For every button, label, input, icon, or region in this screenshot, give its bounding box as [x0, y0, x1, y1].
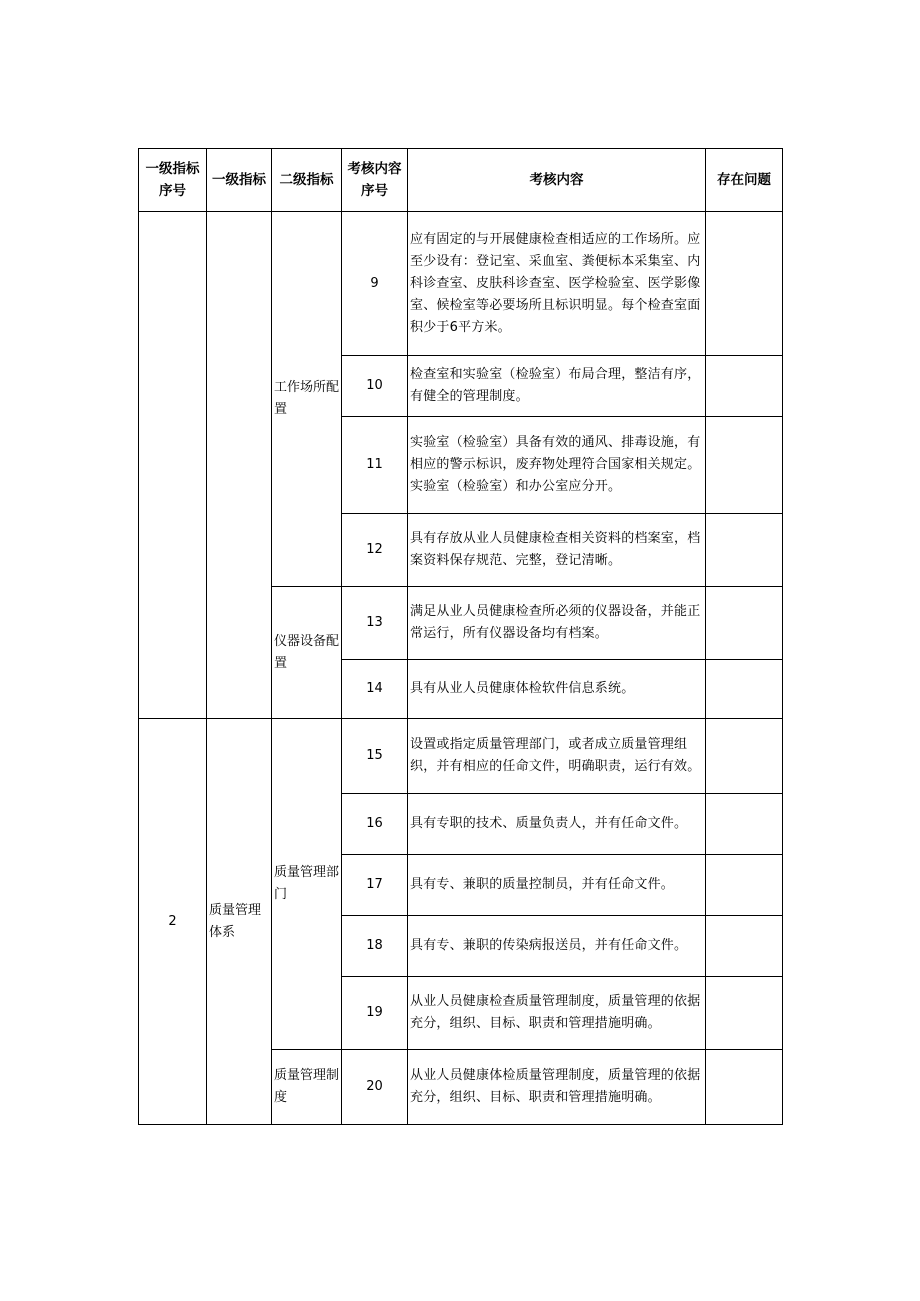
content-index-cell: 19: [342, 977, 408, 1050]
issue-cell[interactable]: [706, 916, 783, 977]
content-cell: 满足从业人员健康检查所必须的仪器设备，并能正常运行，所有仪器设备均有档案。: [408, 587, 706, 660]
issue-cell[interactable]: [706, 587, 783, 660]
assessment-table: [138, 148, 783, 1125]
level2-indicator-cell: 仪器设备配置: [272, 587, 342, 719]
content-cell: 实验室（检验室）具备有效的通风、排毒设施，有相应的警示标识，废弃物处理符合国家相关规定。实验室（检验室）和办公室应分开。: [408, 417, 706, 514]
content-index-cell: 15: [342, 719, 408, 794]
header-level1-index: 一级指标序号: [139, 149, 207, 212]
header-content: 考核内容: [408, 149, 706, 212]
content-index-cell: 13: [342, 587, 408, 660]
content-index-cell: 20: [342, 1050, 408, 1125]
table-header-row: [139, 149, 783, 212]
table-row: [139, 719, 783, 794]
level1-index-cell: [139, 212, 207, 719]
issue-cell[interactable]: [706, 660, 783, 719]
content-index-cell: 18: [342, 916, 408, 977]
content-cell: 应有固定的与开展健康检查相适应的工作场所。应至少设有：登记室、采血室、粪便标本采集室、内科诊查室、皮肤科诊查室、医学检验室、医学影像室、候检室等必要场所且标识明显。每个检查室面积少于6平方米。: [408, 212, 706, 356]
issue-cell[interactable]: [706, 514, 783, 587]
content-cell: 具有专、兼职的传染病报送员，并有任命文件。: [408, 916, 706, 977]
content-index-cell: 10: [342, 356, 408, 417]
issue-cell[interactable]: [706, 356, 783, 417]
content-index-cell: 14: [342, 660, 408, 719]
header-level2-indicator: 二级指标: [272, 149, 342, 212]
table-row: [139, 212, 783, 356]
issue-cell[interactable]: [706, 417, 783, 514]
content-index-cell: 11: [342, 417, 408, 514]
level2-indicator-cell: 质量管理部门: [272, 719, 342, 1050]
issue-cell[interactable]: [706, 719, 783, 794]
level2-indicator-cell: 工作场所配置: [272, 212, 342, 587]
content-cell: 从业人员健康体检质量管理制度，质量管理的依据充分，组织、目标、职责和管理措施明确。: [408, 1050, 706, 1125]
content-index-cell: 9: [342, 212, 408, 356]
content-index-cell: 17: [342, 855, 408, 916]
header-level1-indicator: 一级指标: [207, 149, 272, 212]
level1-index-cell: 2: [139, 719, 207, 1125]
header-issues: 存在问题: [706, 149, 783, 212]
content-cell: 具有专职的技术、质量负责人，并有任命文件。: [408, 794, 706, 855]
content-index-cell: 16: [342, 794, 408, 855]
content-cell: 从业人员健康检查质量管理制度，质量管理的依据充分，组织、目标、职责和管理措施明确。: [408, 977, 706, 1050]
content-cell: 具有专、兼职的质量控制员，并有任命文件。: [408, 855, 706, 916]
issue-cell[interactable]: [706, 977, 783, 1050]
level1-indicator-cell: 质量管理体系: [207, 719, 272, 1125]
issue-cell[interactable]: [706, 794, 783, 855]
content-cell: 检查室和实验室（检验室）布局合理，整洁有序，有健全的管理制度。: [408, 356, 706, 417]
header-content-index: 考核内容序号: [342, 149, 408, 212]
content-cell: 设置或指定质量管理部门，或者成立质量管理组织，并有相应的任命文件，明确职责，运行有效。: [408, 719, 706, 794]
level1-indicator-cell: [207, 212, 272, 719]
issue-cell[interactable]: [706, 1050, 783, 1125]
issue-cell[interactable]: [706, 212, 783, 356]
content-cell: 具有存放从业人员健康检查相关资料的档案室，档案资料保存规范、完整，登记清晰。: [408, 514, 706, 587]
content-cell: 具有从业人员健康体检软件信息系统。: [408, 660, 706, 719]
issue-cell[interactable]: [706, 855, 783, 916]
level2-indicator-cell: 质量管理制度: [272, 1050, 342, 1125]
content-index-cell: 12: [342, 514, 408, 587]
